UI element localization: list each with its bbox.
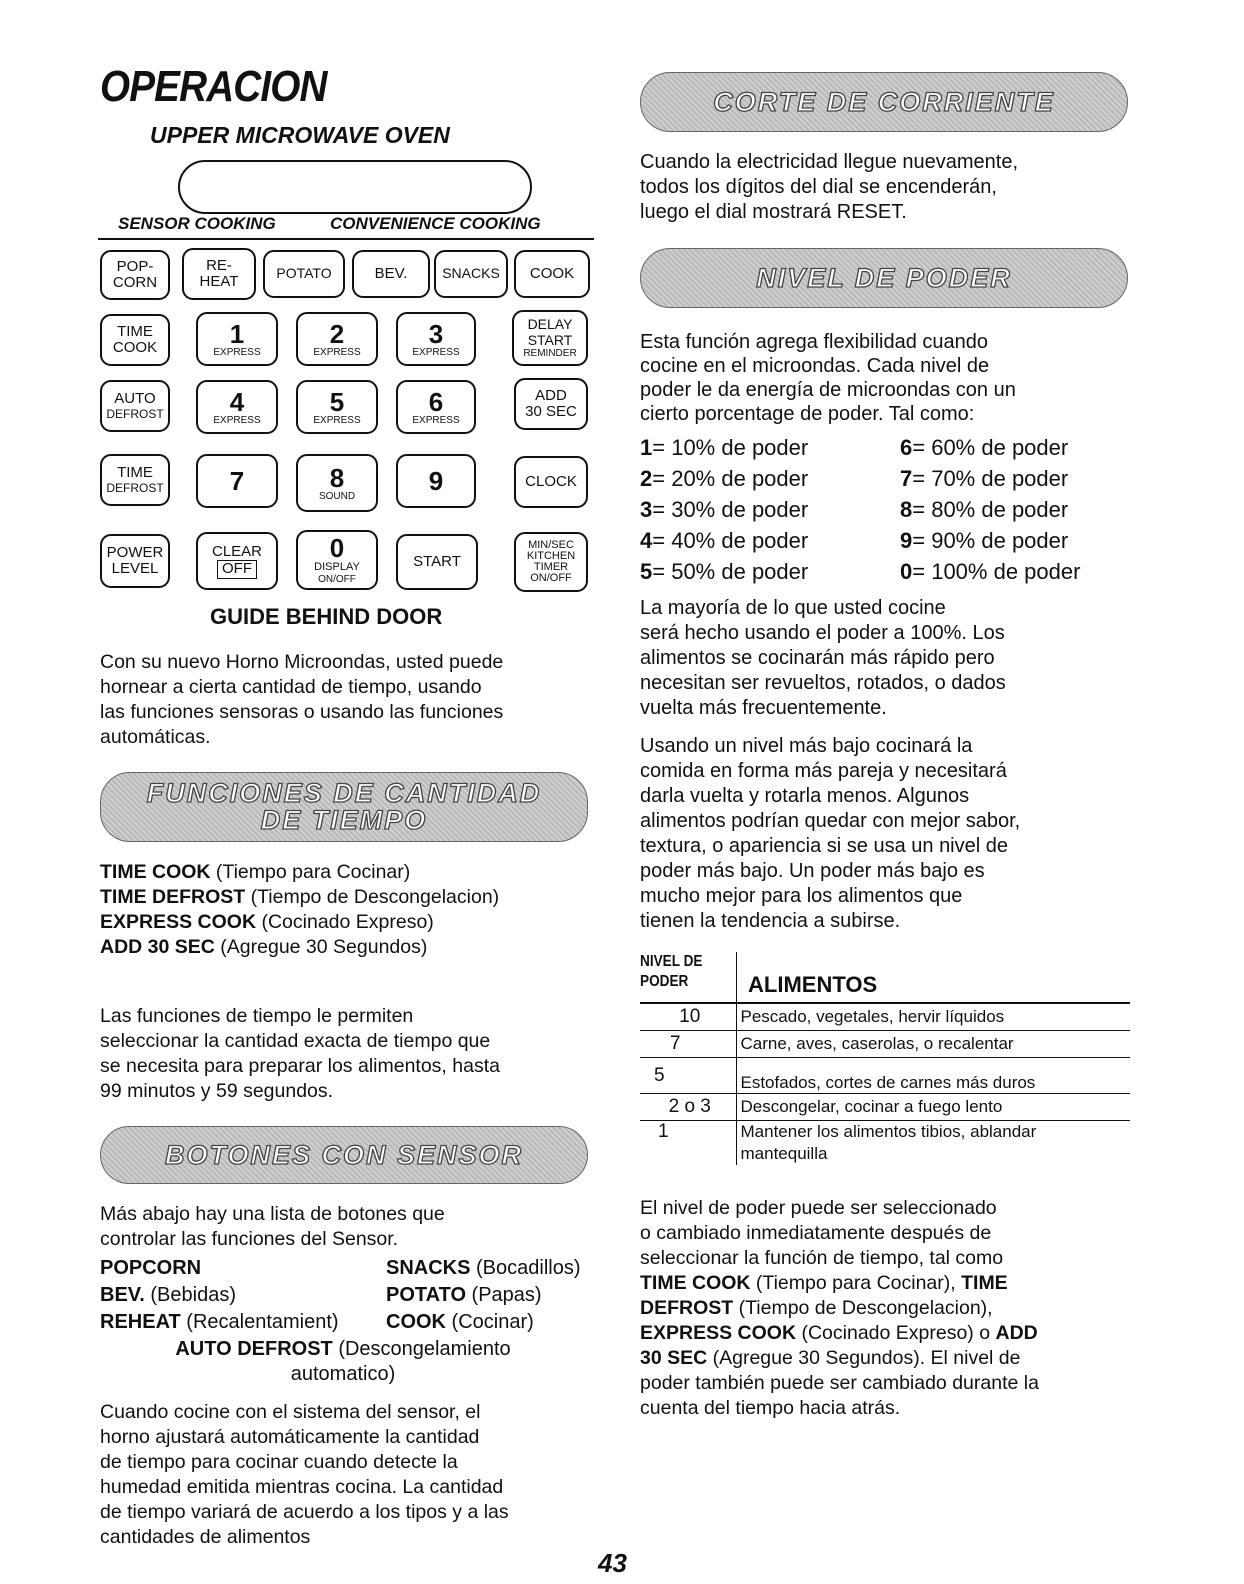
sensor-cooking-label: SENSOR COOKING (118, 214, 276, 233)
power-levels-list (640, 432, 1140, 587)
banner-botones-sensor: BOTONES CON SENSOR (100, 1126, 588, 1184)
key-9[interactable]: 9 (396, 454, 476, 508)
oven-display (178, 160, 532, 214)
express-2-key[interactable]: 2 EXPRESS (296, 312, 378, 366)
divider (98, 238, 594, 240)
table-header-level: NIVEL DE PODER (640, 953, 703, 990)
express-6-key[interactable]: 6 EXPRESS (396, 380, 476, 434)
time-cook-key[interactable]: TIME COOK (100, 314, 170, 366)
reheat-key[interactable]: RE- HEAT (182, 248, 256, 300)
list-item: COOK (Cocinar) (386, 1311, 534, 1333)
intro-paragraph: Con su nuevo Horno Microondas, usted puede hornear a cierta cantidad de tiempo, usando las funciones sensoras o usando las funciones automáticas. (100, 651, 504, 748)
list-item: BEV. (Bebidas) (100, 1284, 236, 1306)
potato-key[interactable]: POTATO (263, 250, 345, 298)
table-row: 5 Estofados, cortes de carnes más duros (640, 1058, 1130, 1094)
sensor-paragraph: Cuando cocine con el sistema del sensor, el horno ajustará automáticamente la cantidad de tiempo para cocinar cuando detecte la humedad emitida mientras cocina. La cantidad de tiempo variará de acuerdo a los tipos y a las cantidades de alimentos (100, 1401, 509, 1548)
mayoria-paragraph: La mayoría de lo que usted cocine será hecho usando el poder a 100%. Los alimentos se cocinarán más rápido pero necesitan ser revueltos, rotados, o dados vuelta más frecuentemente. (640, 597, 1006, 719)
table-row: 10 Pescado, vegetales, hervir líquidos (640, 1004, 1130, 1031)
list-item: 4= 40% de poder (640, 528, 809, 553)
banner-funciones-tiempo: FUNCIONES DE CANTIDAD DE TIEMPO (100, 772, 588, 842)
express-1-key[interactable]: 1 EXPRESS (196, 312, 278, 366)
time-functions-paragraph: Las funciones de tiempo le permiten seleccionar la cantidad exacta de tiempo que se necesita para preparar los alimentos, hasta 99 minutos y 59 segundos. (100, 1005, 500, 1102)
nivel-paragraph: Esta función agrega flexibilidad cuando cocine en el microondas. Cada nivel de poder le da energía de microondas con un cierto porcentage de poder. Tal como: (640, 331, 1016, 425)
list-item: 2= 20% de poder (640, 466, 809, 491)
list-item: TIME COOK (Tiempo para Cocinar) (100, 861, 411, 883)
cook-key[interactable]: COOK (514, 250, 590, 298)
list-item: REHEAT (Recalentamient) (100, 1311, 339, 1333)
list-item: 3= 30% de poder (640, 497, 809, 522)
snacks-key[interactable]: SNACKS (434, 250, 508, 298)
add-30-sec-key[interactable]: ADD 30 SEC (514, 378, 588, 430)
list-item: EXPRESS COOK (Cocinado Expreso) (100, 911, 434, 933)
clock-key[interactable]: CLOCK (514, 456, 588, 508)
time-functions-list (100, 860, 600, 960)
delay-start-key[interactable]: DELAY START REMINDER (512, 310, 588, 366)
time-defrost-key[interactable]: TIME DEFROST (100, 454, 170, 506)
power-table (640, 952, 1130, 1165)
guide-behind-door: GUIDE BEHIND DOOR (210, 604, 443, 629)
sound-8-key[interactable]: 8 SOUND (296, 454, 378, 512)
list-item: 1= 10% de poder (640, 435, 809, 460)
bev-key[interactable]: BEV. (352, 250, 430, 298)
list-item: 0= 100% de poder (900, 559, 1081, 584)
sensor-buttons-list: POPCORN SNACKS (Bocadillos) BEV. (Bebidas) POTATO (Papas) REHEAT (Recalentamient) COOK (Cocinar) AUTO DEFROST (Descongelamiento automatico) (100, 1256, 610, 1387)
corte-paragraph: Cuando la electricidad llegue nuevamente, todos los dígitos del dial se encenderán, luego el dial mostrará RESET. (640, 151, 1019, 223)
page-number: 43 (598, 1548, 627, 1578)
popcorn-key[interactable]: POP- CORN (100, 250, 170, 300)
list-item: ADD 30 SEC (Agregue 30 Segundos) (100, 936, 428, 958)
express-5-key[interactable]: 5 EXPRESS (296, 380, 378, 434)
list-item: TIME DEFROST (Tiempo de Descongelacion) (100, 886, 500, 908)
banner-nivel-poder: NIVEL DE PODER (640, 248, 1128, 308)
list-item: POTATO (Papas) (386, 1284, 542, 1306)
banner-corte-corriente: CORTE DE CORRIENTE (640, 72, 1128, 132)
list-item: 5= 50% de poder (640, 559, 809, 584)
table-row: 2 o 3 Descongelar, cocinar a fuego lento (640, 1094, 1130, 1121)
clear-off-key[interactable]: CLEAR OFF (196, 532, 278, 590)
page-title: OPERACION (100, 62, 327, 111)
express-3-key[interactable]: 3 EXPRESS (396, 312, 476, 366)
list-item: 7= 70% de poder (900, 466, 1069, 491)
start-key[interactable]: START (396, 534, 478, 590)
table-row: 7 Carne, aves, caserolas, o recalentar (640, 1031, 1130, 1058)
sensor-intro: Más abajo hay una lista de botones que controlar las funciones del Sensor. (100, 1203, 445, 1250)
list-item: 9= 90% de poder (900, 528, 1069, 553)
list-item: SNACKS (Bocadillos) (386, 1257, 581, 1279)
final-paragraph: El nivel de poder puede ser seleccionado o cambiado inmediatamente después de seleccionar la función de tiempo, tal como TIME COOK (Tiempo para Cocinar), TIME DEFROST (Tiempo de Descongelacion), EXPRESS COOK (Cocinado Expreso) o ADD 30 SEC (Agregue 30 Segundos). El nivel de poder también puede ser cambiado durante la cuenta del tiempo hacia atrás. (640, 1197, 1039, 1419)
oven-subtitle: UPPER MICROWAVE OVEN (150, 122, 450, 148)
list-item: 8= 80% de poder (900, 497, 1069, 522)
min-sec-kitchen-timer-key[interactable]: MIN/SEC KITCHEN TIMER ON/OFF (514, 532, 588, 592)
list-item: 6= 60% de poder (900, 435, 1069, 460)
table-header-food: ALIMENTOS (748, 972, 878, 997)
table-row: 1 Mantener los alimentos tibios, ablandar mantequilla (640, 1121, 1130, 1166)
bajo-paragraph: Usando un nivel más bajo cocinará la comida en forma más pareja y necesitará darla vuelta y rotarla menos. Algunos alimentos podrían quedar con mejor sabor, textura, o apariencia si se usa un nivel de poder más bajo. Un poder más bajo es mucho mejor para los alimentos que tienen la tendencia a subirse. (640, 735, 1021, 932)
key-7[interactable]: 7 (196, 454, 278, 508)
power-level-key[interactable]: POWER LEVEL (100, 534, 170, 588)
list-item: AUTO DEFROST (Descongelamiento (175, 1338, 511, 1360)
list-item: POPCORN (100, 1257, 202, 1279)
display-0-key[interactable]: 0 DISPLAY ON/OFF (296, 530, 378, 590)
convenience-cooking-label: CONVENIENCE COOKING (330, 214, 541, 233)
express-4-key[interactable]: 4 EXPRESS (196, 380, 278, 434)
auto-defrost-key[interactable]: AUTO DEFROST (100, 380, 170, 432)
